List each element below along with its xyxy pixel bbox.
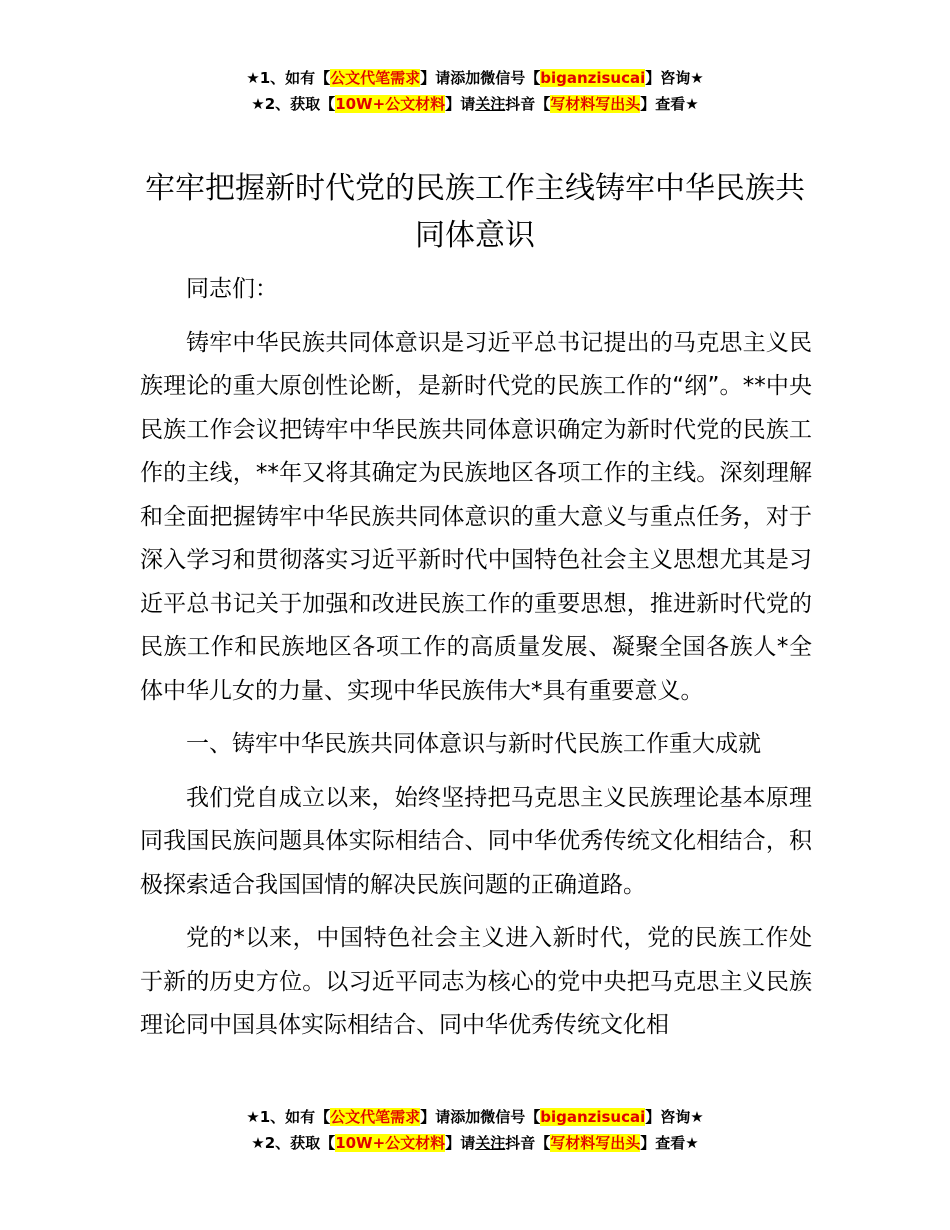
paragraph: 铸牢中华民族共同体意识是习近平总书记提出的马克思主义民族理论的重大原创性论断，是新时代党的民族工作的“纲”。**中央民族工作会议把铸牢中华民族共同体意识确定为新时代党的民族工作的主线，**年又将其确定为民族地区各项工作的主线。深刻理解和全面把握铸牢中华民族共同体意识的重大意义与重点任务，对于深入学习和贯彻落实习近平新时代中国特色社会主义思想尤其是习近平总书记关于加强和改进民族工作的重要思想，推进新时代党的民族工作和民族地区各项工作的高质量发展、凝聚全国各族人*全体中华儿女的力量、实现中华民族伟大*具有重要意义。 xyxy=(140,329,812,704)
promo-text: 】咨询★ xyxy=(645,69,704,87)
promo-text: 1、如有【 xyxy=(259,1108,331,1126)
promo-line-1 xyxy=(0,65,950,91)
promo-text: 】请 xyxy=(445,1134,476,1152)
promo-highlight-wechat: biganzisucai xyxy=(540,69,646,87)
promo-text: 2、获取【 xyxy=(264,1134,336,1152)
footer-promo-banner xyxy=(0,1104,950,1156)
promo-line-2 xyxy=(0,91,950,117)
promo-text: 】请添加微信号【 xyxy=(420,1108,541,1126)
paragraph: 党的*以来，中国特色社会主义进入新时代，党的民族工作处于新的历史方位。以习近平同志为核心的党中央把马克思主义民族理论同中国具体实际相结合、同中华优秀传统文化相 xyxy=(140,925,812,1038)
salutation: 同志们： xyxy=(186,276,278,302)
star-icon: ★ xyxy=(246,69,260,87)
star-icon: ★ xyxy=(251,95,265,113)
promo-highlight: 10W+公文材料 xyxy=(335,1134,446,1152)
document-body xyxy=(140,268,812,1048)
promo-underlined: 关注 xyxy=(475,95,506,113)
promo-text: 抖音【 xyxy=(505,1134,551,1152)
promo-text: 1、如有【 xyxy=(259,69,331,87)
promo-underlined: 关注 xyxy=(475,1134,506,1152)
star-icon: ★ xyxy=(251,1134,265,1152)
promo-text: 2、获取【 xyxy=(264,95,336,113)
document-title: 牢牢把握新时代党的民族工作主线铸牢中华民族共同体意识 xyxy=(145,171,805,253)
promo-highlight: 10W+公文材料 xyxy=(335,95,446,113)
promo-highlight-douyin: 写材料写出头 xyxy=(550,95,641,113)
promo-line-2 xyxy=(0,1130,950,1156)
promo-highlight: 公文代笔需求 xyxy=(330,69,421,87)
promo-highlight: 公文代笔需求 xyxy=(330,1108,421,1126)
paragraph: 我们党自成立以来，始终坚持把马克思主义民族理论基本原理同我国民族问题具体实际相结合、同中华优秀传统文化相结合，积极探索适合我国国情的解决民族问题的正确道路。 xyxy=(140,784,812,898)
promo-highlight-wechat: biganzisucai xyxy=(540,1108,646,1126)
section-heading: 一、铸牢中华民族共同体意识与新时代民族工作重大成就 xyxy=(186,731,761,757)
header-promo-banner xyxy=(0,65,950,117)
promo-highlight-douyin: 写材料写出头 xyxy=(550,1134,641,1152)
promo-text: 】查看★ xyxy=(640,95,699,113)
promo-text: 】请添加微信号【 xyxy=(420,69,541,87)
promo-text: 抖音【 xyxy=(505,95,551,113)
promo-text: 】请 xyxy=(445,95,476,113)
star-icon: ★ xyxy=(246,1108,260,1126)
promo-text: 】查看★ xyxy=(640,1134,699,1152)
promo-line-1 xyxy=(0,1104,950,1130)
promo-text: 】咨询★ xyxy=(645,1108,704,1126)
